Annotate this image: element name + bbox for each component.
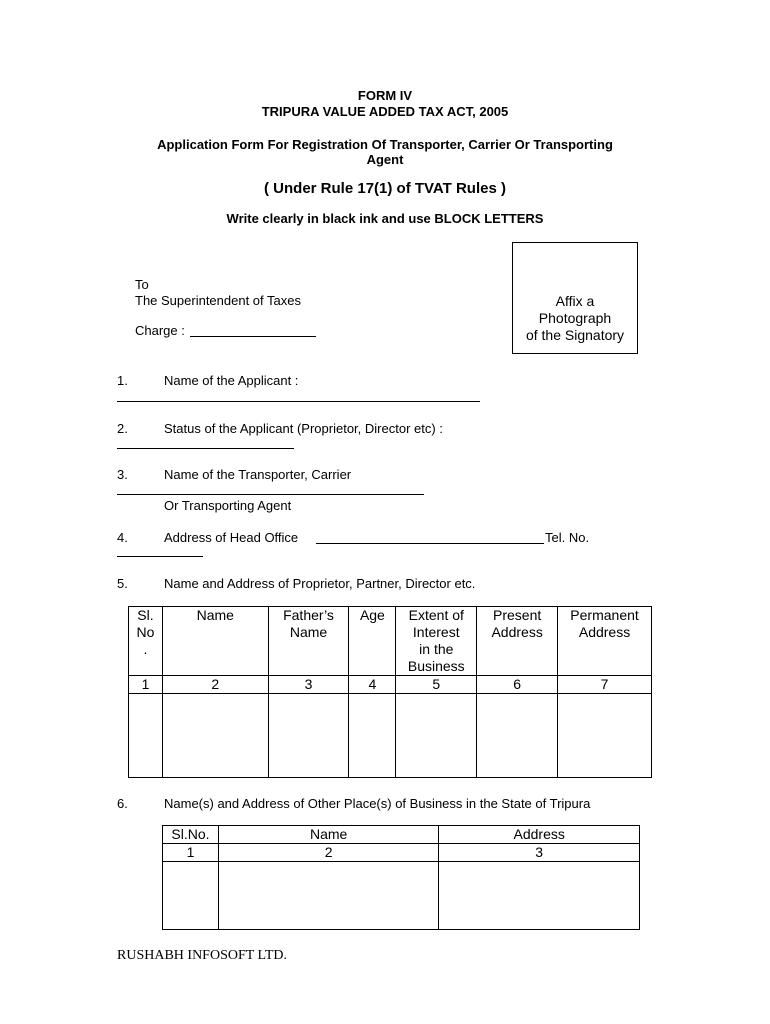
table-cell[interactable] xyxy=(268,694,349,778)
form-title-line2: Agent xyxy=(366,152,404,167)
photo-box xyxy=(512,242,638,354)
col-number: 5 xyxy=(396,676,477,694)
item-4-number: 4. xyxy=(117,530,128,545)
applicant-name-field[interactable] xyxy=(117,401,480,402)
table-row xyxy=(163,862,640,930)
col-number: 3 xyxy=(268,676,349,694)
table-number-row xyxy=(129,676,652,694)
table-cell[interactable] xyxy=(163,862,219,930)
act-title: TRIPURA VALUE ADDED TAX ACT, 2005 xyxy=(261,104,509,119)
item-3-label: Name of the Transporter, Carrier xyxy=(164,467,352,482)
header-sl-no: Sl. No . xyxy=(129,607,163,676)
table-cell[interactable] xyxy=(349,694,396,778)
other-places-table xyxy=(162,825,640,930)
rule-reference: ( Under Rule 17(1) of TVAT Rules ) xyxy=(264,180,506,197)
table-cell[interactable] xyxy=(162,694,268,778)
header-present-address: Present Address xyxy=(477,607,558,676)
table-cell[interactable] xyxy=(218,862,438,930)
charge-field[interactable] xyxy=(190,336,316,337)
item-3-label2: Or Transporting Agent xyxy=(164,498,292,513)
header-extent-of-interest: Extent of Interest in the Business xyxy=(396,607,477,676)
table-number-row xyxy=(163,844,640,862)
col-number: 6 xyxy=(477,676,558,694)
item-2-label: Status of the Applicant (Proprietor, Director etc) : xyxy=(164,421,443,436)
item-5-number: 5. xyxy=(117,576,128,591)
photo-box-line3: of the Signatory xyxy=(525,326,625,343)
header-fathers-name: Father’s Name xyxy=(268,607,349,676)
photo-box-line2: Photograph xyxy=(538,309,612,326)
header-permanent-address: Permanent Address xyxy=(558,607,652,676)
form-number: FORM IV xyxy=(357,88,413,103)
item-4-label: Address of Head Office xyxy=(164,530,299,545)
photo-box-line1: Affix a xyxy=(555,292,595,309)
table-cell[interactable] xyxy=(558,694,652,778)
transporter-name-field[interactable] xyxy=(117,494,424,495)
table-header-row xyxy=(129,607,652,676)
table-header-row xyxy=(163,826,640,844)
table-cell[interactable] xyxy=(396,694,477,778)
addressee-to: To xyxy=(135,277,149,292)
footer-publisher: RUSHABH INFOSOFT LTD. xyxy=(117,948,287,963)
table-row xyxy=(129,694,652,778)
col-number: 2 xyxy=(162,676,268,694)
item-1-label: Name of the Applicant : xyxy=(164,373,299,388)
item-3-number: 3. xyxy=(117,467,128,482)
form-title-line1: Application Form For Registration Of Transporter, Carrier Or Transporting xyxy=(157,137,613,152)
col-number: 4 xyxy=(349,676,396,694)
head-office-address-field[interactable] xyxy=(316,543,544,544)
item-1-number: 1. xyxy=(117,373,128,388)
tel-number-field[interactable] xyxy=(117,556,203,557)
header-sl-no: Sl.No. xyxy=(163,826,219,844)
header-age: Age xyxy=(349,607,396,676)
tel-label: Tel. No. xyxy=(545,530,590,545)
header-address: Address xyxy=(439,826,640,844)
charge-label: Charge : xyxy=(135,323,185,338)
col-number: 3 xyxy=(439,844,640,862)
col-number: 2 xyxy=(218,844,438,862)
item-6-number: 6. xyxy=(117,796,128,811)
item-6-label: Name(s) and Address of Other Place(s) of Business in the State of Tripura xyxy=(164,796,591,811)
col-number: 1 xyxy=(129,676,163,694)
table-cell[interactable] xyxy=(129,694,163,778)
applicant-status-field[interactable] xyxy=(117,448,294,449)
col-number: 1 xyxy=(163,844,219,862)
addressee-office: The Superintendent of Taxes xyxy=(135,293,301,308)
item-5-label: Name and Address of Proprietor, Partner, Director etc. xyxy=(164,576,476,591)
proprietor-table xyxy=(128,606,652,778)
item-2-number: 2. xyxy=(117,421,128,436)
col-number: 7 xyxy=(558,676,652,694)
header-name: Name xyxy=(162,607,268,676)
table-cell[interactable] xyxy=(477,694,558,778)
header-name: Name xyxy=(218,826,438,844)
table-cell[interactable] xyxy=(439,862,640,930)
instruction-text: Write clearly in black ink and use BLOCK LETTERS xyxy=(226,211,544,226)
